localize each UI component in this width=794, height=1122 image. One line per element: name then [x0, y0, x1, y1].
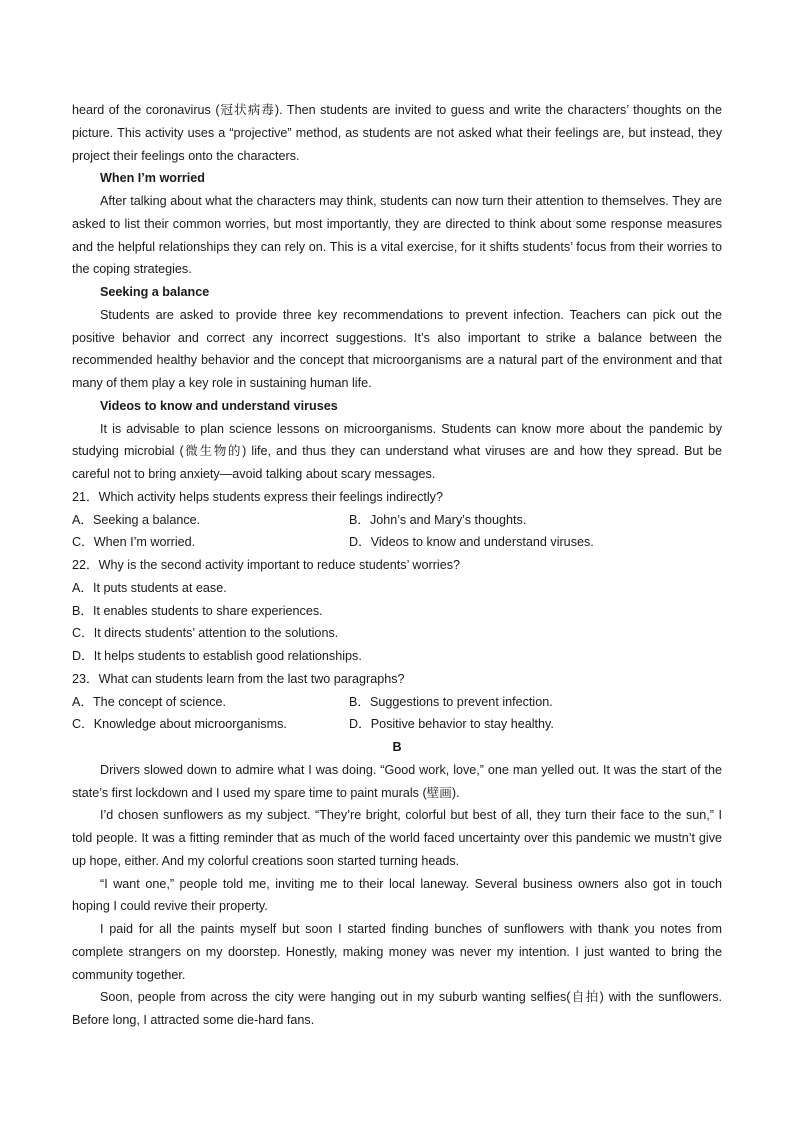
- paragraph-videos: It is advisable to plan science lessons on microorganisms. Students can know more about the pandemic by studying microbial (微生物的) life, and thus they can understand what viruses are and how they spread. But be careful not to bring anxiety—avoid talking about scary messages.: [72, 421, 722, 481]
- heading-videos: Videos to know and understand viruses: [100, 398, 338, 413]
- option-row: [72, 713, 722, 736]
- paragraph-worried: After talking about what the characters may think, students can now turn their attention to themselves. They are asked to list their common worries, but most importantly, they are directed to think about some response measures and the helpful relationships they can rely on. This is a vital exercise, for it shifts students’ focus from their worries to the coping strategies.: [72, 194, 722, 277]
- option-a[interactable]: A．Seeking a balance.: [72, 512, 201, 527]
- section-b-label: B: [392, 740, 402, 754]
- option-a[interactable]: A．The concept of science.: [72, 694, 227, 709]
- heading-when-worried: When I’m worried: [100, 171, 205, 186]
- option-row: [72, 691, 722, 714]
- paragraph-b2: I’d chosen sunflowers as my subject. “They’re bright, colorful but best of all, they turn their face to the sun,” I told people. It was a fitting reminder that as much of the world faced uncertainty over this pandemic we mustn’t give up hope, either. And my colorful creations soon started turning heads.: [72, 808, 722, 868]
- option-row: [72, 531, 722, 554]
- option-d[interactable]: D．Positive behavior to stay healthy.: [349, 717, 554, 732]
- question-21: [72, 486, 722, 554]
- question-stem: 21．Which activity helps students express their feelings indirectly?: [72, 489, 443, 504]
- paragraph-balance: Students are asked to provide three key recommendations to prevent infection. Teachers can pick out the positive behavior and correct any incorrect suggestions. It’s also important to strike a balance between the recommended healthy behavior and the concept that microorganisms are a natural part of the environment and that many of them play a key role in sustaining human life.: [72, 307, 722, 390]
- document-page: [72, 99, 722, 1032]
- option-row: [72, 509, 722, 532]
- option-a[interactable]: A．It puts students at ease.: [72, 580, 227, 595]
- paragraph-b1: Drivers slowed down to admire what I was doing. “Good work, love,” one man yelled out. It was the start of the state’s first lockdown and I used my spare time to paint murals (壁画).: [72, 762, 722, 800]
- paragraph-b5: Soon, people from across the city were hanging out in my suburb wanting selfies(自拍) with the sunflowers. Before long, I attracted some die-hard fans.: [72, 990, 722, 1027]
- option-c[interactable]: C．When I’m worried.: [72, 535, 196, 550]
- option-b[interactable]: B．It enables students to share experiences.: [72, 603, 323, 618]
- option-d[interactable]: D．It helps students to establish good relationships.: [72, 649, 362, 663]
- paragraph-b4: I paid for all the paints myself but soon I started finding bunches of sunflowers with thank you notes from complete strangers on my doorstep. Honestly, making money was never my intention. I just wanted to bring the community together.: [72, 922, 722, 982]
- question-23: [72, 668, 722, 736]
- paragraph-b3: “I want one,” people told me, inviting me to their local laneway. Several business owners also got in touch hoping I could revive their property.: [72, 876, 722, 914]
- paragraph-intro: heard of the coronavirus (冠状病毒). Then students are invited to guess and write the characters’ thoughts on the picture. This activity uses a “projective” method, as students are not asked what their feelings are, but instead, they project their feelings onto the characters.: [72, 103, 722, 163]
- option-c[interactable]: C．Knowledge about microorganisms.: [72, 717, 287, 732]
- question-stem: 22．Why is the second activity important to reduce students’ worries?: [72, 558, 461, 572]
- option-d[interactable]: D．Videos to know and understand viruses.: [349, 535, 594, 550]
- option-c[interactable]: C．It directs students’ attention to the solutions.: [72, 626, 339, 641]
- option-b[interactable]: B．John’s and Mary’s thoughts.: [349, 512, 527, 527]
- question-22: [72, 554, 722, 668]
- question-stem: 23．What can students learn from the last two paragraphs?: [72, 671, 405, 686]
- heading-seeking-balance: Seeking a balance: [100, 285, 210, 299]
- option-b[interactable]: B．Suggestions to prevent infection.: [349, 694, 553, 709]
